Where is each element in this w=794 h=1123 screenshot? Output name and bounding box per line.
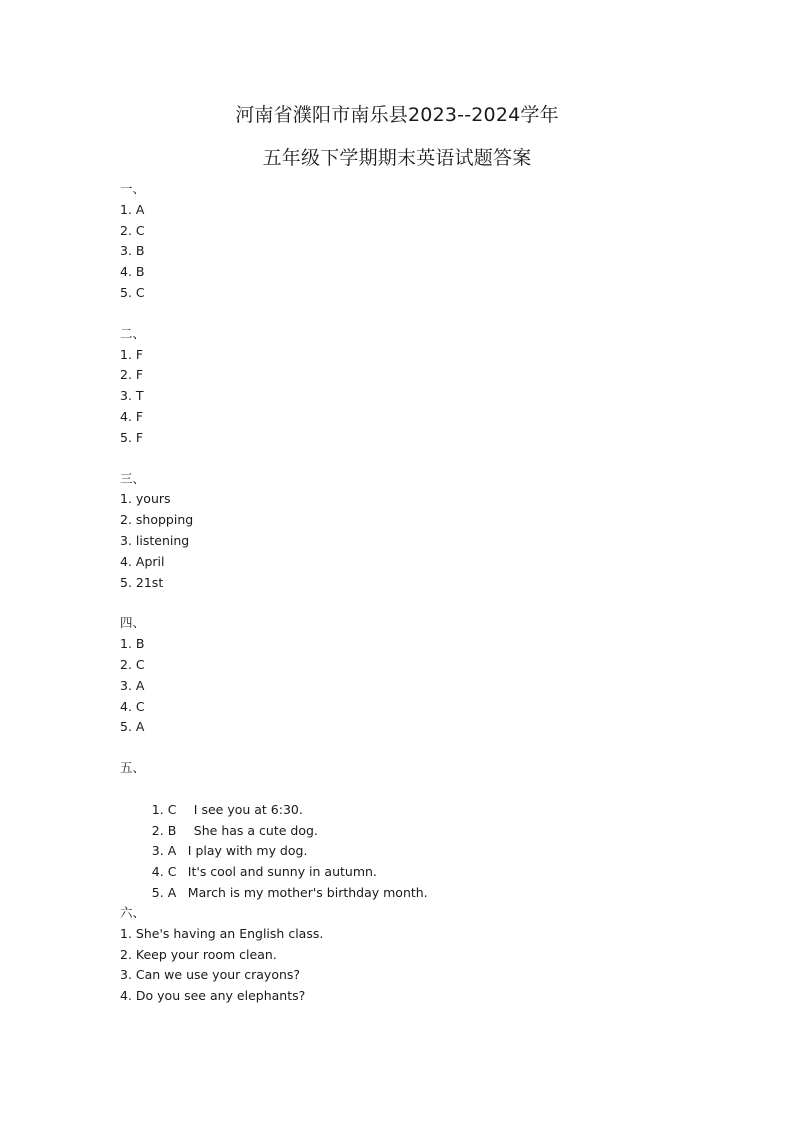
answer-item: 3. A <box>120 677 145 693</box>
answer-item: 4. Do you see any elephants? <box>120 988 306 1004</box>
section-heading: 五、 <box>120 760 146 776</box>
section-2 <box>120 324 720 449</box>
answer-sentence: I see you at 6:30. <box>193 801 303 817</box>
section-heading: 三、 <box>120 470 146 486</box>
answer-sentence: She has a cute dog. <box>193 822 318 838</box>
answer-key: 5. A <box>151 884 177 900</box>
answer-sentence: March is my mother's birthday month. <box>187 884 428 900</box>
answer-item: 2. C <box>120 222 145 238</box>
answer-item: 3. B <box>120 243 145 259</box>
answer-item: 1. A <box>120 201 145 217</box>
answer-item: 5. F <box>120 429 144 445</box>
answer-item: 1. yours <box>120 491 171 507</box>
section-heading: 一、 <box>120 181 146 196</box>
document-subtitle: 五年级下学期期末英语试题答案 <box>262 147 532 169</box>
section-heading: 四、 <box>120 615 146 631</box>
answer-sentence: I play with my dog. <box>187 843 308 859</box>
answer-item: 3. T <box>120 388 144 404</box>
answer-item: 1. She's having an English class. <box>120 925 324 941</box>
answer-item: 3. Can we use your crayons? <box>120 967 301 983</box>
answer-key: 4. C <box>151 864 177 880</box>
section-heading: 六、 <box>120 904 146 920</box>
section-heading: 二、 <box>120 325 146 341</box>
answer-sentence: It's cool and sunny in autumn. <box>187 864 377 880</box>
answer-key: 3. A <box>151 843 177 859</box>
answer-item: 2. C <box>120 656 145 672</box>
section-5 <box>120 758 720 900</box>
answer-item: 2. shopping <box>120 512 194 528</box>
answer-item: 1. F <box>120 346 144 362</box>
answer-item: 5. 21st <box>120 574 164 590</box>
answer-item: 2. F <box>120 367 144 383</box>
answer-item: 2. Keep your room clean. <box>120 946 277 962</box>
answer-item: 4. April <box>120 553 165 569</box>
answer-item: 4. B <box>120 264 145 280</box>
answer-list <box>120 179 720 1027</box>
answer-item: 4. F <box>120 408 144 424</box>
document-title: 河南省濮阳市南乐县2023--2024学年 <box>235 104 559 126</box>
section-3 <box>120 469 720 594</box>
answer-item: 3. listening <box>120 532 190 548</box>
section-4 <box>120 613 720 738</box>
section-6 <box>120 903 720 1007</box>
answer-key: 2. B <box>151 822 177 838</box>
answer-key: 1. C <box>151 801 177 817</box>
answer-item <box>120 779 720 817</box>
answer-item: 4. C <box>120 698 145 714</box>
section-1 <box>120 179 720 304</box>
answer-item: 5. A <box>120 719 145 735</box>
answer-item: 1. B <box>120 636 145 652</box>
answer-item: 5. C <box>120 284 145 300</box>
